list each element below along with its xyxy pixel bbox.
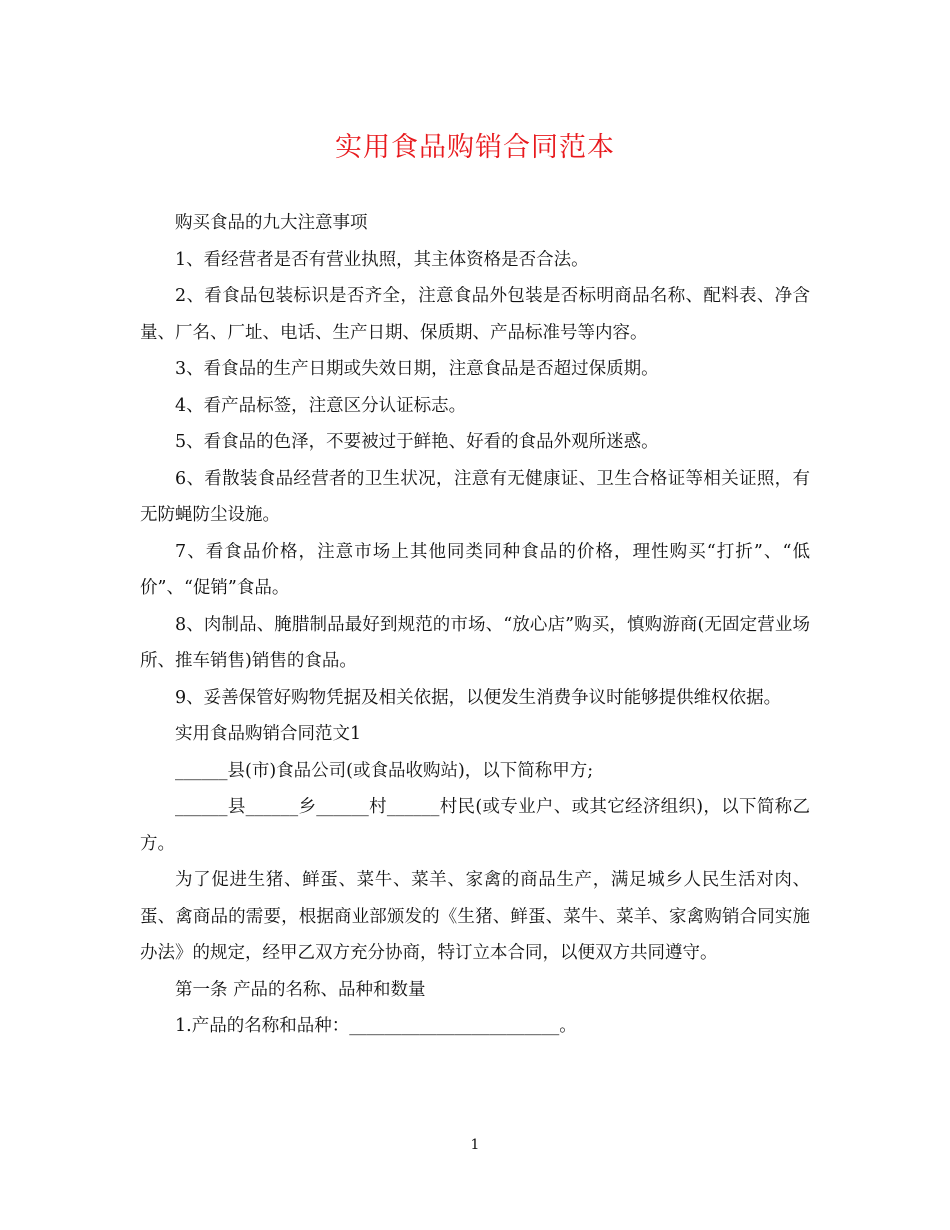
paragraph-tip-4: 4、看产品标签，注意区分认证标志。 [175, 395, 467, 416]
paragraph-tip-1: 1、看经营者是否有营业执照，其主体资格是否合法。 [175, 249, 589, 270]
paragraph-preamble: 为了促进生猪、鲜蛋、菜牛、菜羊、家禽的商品生产，满足城乡人民生活对肉、蛋、禽商品的需要，根据商业部颁发的《生猪、鲜蛋、菜牛、菜羊、家禽购销合同实施办法》的规定，经甲乙双方充分协商，特订立本合同，以便双方共同遵守。 [140, 870, 810, 963]
article-1-heading: 第一条 产品的名称、品种和数量 [175, 979, 426, 1000]
paragraph-tip-2: 2、看食品包装标识是否齐全，注意食品外包装是否标明商品名称、配料表、净含量、厂名、厂址、电话、生产日期、保质期、产品标准号等内容。 [140, 286, 810, 343]
document-title: 实用食品购销合同范本 [335, 132, 615, 163]
section-heading-contract: 实用食品购销合同范文1 [175, 724, 362, 744]
document-body [140, 205, 810, 1045]
paragraph-tip-9: 9、妥善保管好购物凭据及相关依据，以便发生消费争议时能够提供维权依据。 [175, 687, 782, 708]
paragraph-tip-5: 5、看食品的色泽，不要被过于鲜艳、好看的食品外观所迷惑。 [175, 432, 659, 452]
paragraph-party-b: ______县______乡______村______村民(或专业户、或其它经济组织)，以下简称乙方。 [140, 797, 810, 854]
page-number: 1 [470, 1137, 480, 1153]
paragraph-tip-6: 6、看散装食品经营者的卫生状况，注意有无健康证、卫生合格证等相关证照，有无防蝇防尘设施。 [140, 468, 810, 525]
paragraph-tip-8: 8、肉制品、腌腊制品最好到规范的市场、“放心店”购买，慎购游商(无固定营业场所、推车销售)销售的食品。 [140, 614, 810, 671]
paragraph-party-a: ______县(市)食品公司(或食品收购站)，以下简称甲方; [175, 760, 594, 781]
section-heading-tips: 购买食品的九大注意事项 [175, 213, 368, 233]
paragraph-tip-7: 7、看食品价格，注意市场上其他同类同种食品的价格，理性购买“打折”、“低价”、“促销”食品。 [140, 541, 810, 598]
paragraph-tip-3: 3、看食品的生产日期或失效日期，注意食品是否超过保质期。 [175, 359, 659, 379]
paragraph-product-name: 1.产品的名称和品种：________________________。 [175, 1016, 577, 1036]
